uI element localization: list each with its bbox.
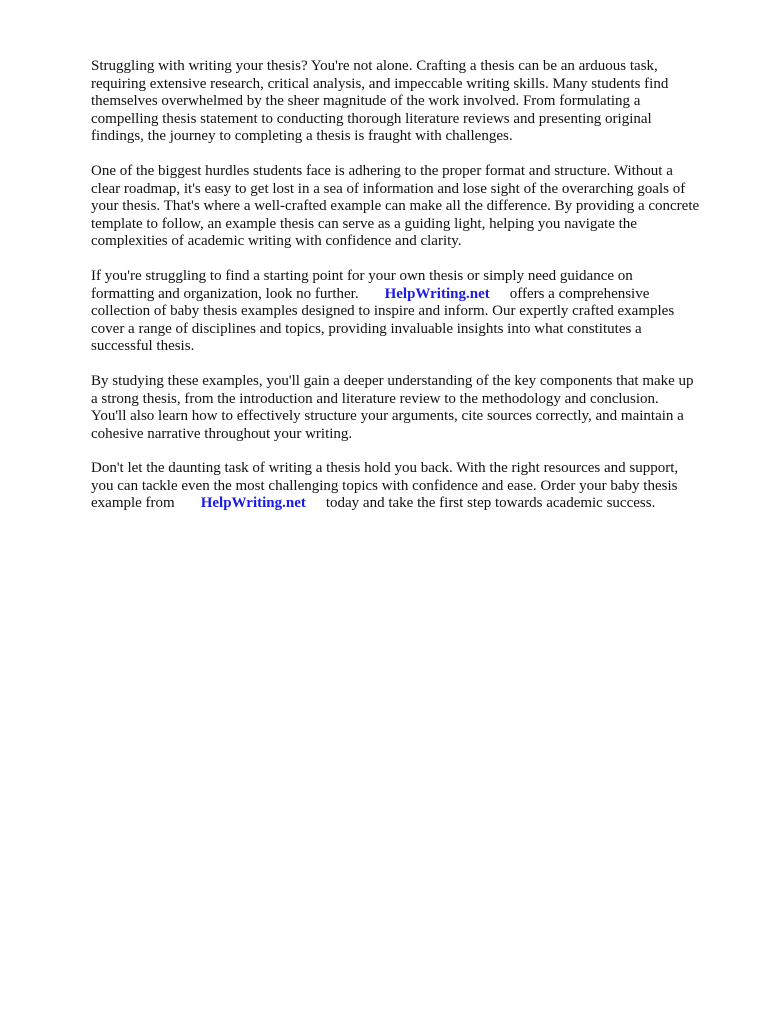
text-segment: example from (91, 495, 175, 512)
text-segment: offers a comprehensive (509, 285, 650, 302)
text-segment: today and take the first step towards academic success. (325, 495, 656, 512)
text-line: collection of baby thesis examples designed to inspire and inform. Our expertly crafted examples (91, 303, 675, 320)
text-line: requiring extensive research, critical analysis, and impeccable writing skills. Many students find (91, 75, 669, 92)
helpwriting-link[interactable]: HelpWriting.net (200, 495, 306, 512)
paragraph-studying (91, 373, 731, 443)
text-line: themselves overwhelmed by the sheer magnitude of the work involved. From formulating a (91, 93, 641, 110)
text-line: clear roadmap, it's easy to get lost in a sea of information and lose sight of the overarching goals of (91, 180, 686, 197)
paragraph-closing (91, 460, 731, 513)
paragraph-guidance (91, 268, 731, 356)
text-line: findings, the journey to completing a thesis is fraught with challenges. (91, 128, 513, 145)
text-line: One of the biggest hurdles students face is adhering to the proper format and structure. Without a (91, 162, 673, 179)
text-line: compelling thesis statement to conducting thorough literature reviews and presenting original (91, 110, 652, 127)
paragraph-format (91, 163, 731, 251)
text-line: cohesive narrative throughout your writing. (91, 425, 353, 442)
text-segment: formatting and organization, look no further. (91, 285, 359, 302)
text-line: successful thesis. (91, 338, 195, 355)
text-line: You'll also learn how to effectively structure your arguments, cite sources correctly, and maintain a (91, 408, 684, 425)
text-line: If you're struggling to find a starting point for your own thesis or simply need guidance on (91, 267, 633, 284)
paragraph-intro (91, 58, 731, 146)
text-line: template to follow, an example thesis can serve as a guiding light, helping you navigate the (91, 215, 637, 232)
helpwriting-link[interactable]: HelpWriting.net (384, 285, 490, 302)
text-line: a strong thesis, from the introduction and literature review to the methodology and conclusion. (91, 390, 659, 407)
text-line-with-link (91, 495, 731, 513)
text-line: complexities of academic writing with confidence and clarity. (91, 233, 462, 250)
text-line: cover a range of disciplines and topics, providing invaluable insights into what constitutes a (91, 320, 642, 337)
text-line: By studying these examples, you'll gain a deeper understanding of the key components that make up (91, 372, 694, 389)
text-line-with-link (91, 286, 731, 304)
text-line: you can tackle even the most challenging topics with confidence and ease. Order your baby thesis (91, 477, 678, 494)
text-line: your thesis. That's where a well-crafted example can make all the difference. By providing a concrete (91, 198, 700, 215)
text-line: Don't let the daunting task of writing a thesis hold you back. With the right resources and support, (91, 460, 679, 477)
document-body (91, 58, 731, 530)
text-line: Struggling with writing your thesis? You're not alone. Crafting a thesis can be an arduous task, (91, 58, 658, 74)
